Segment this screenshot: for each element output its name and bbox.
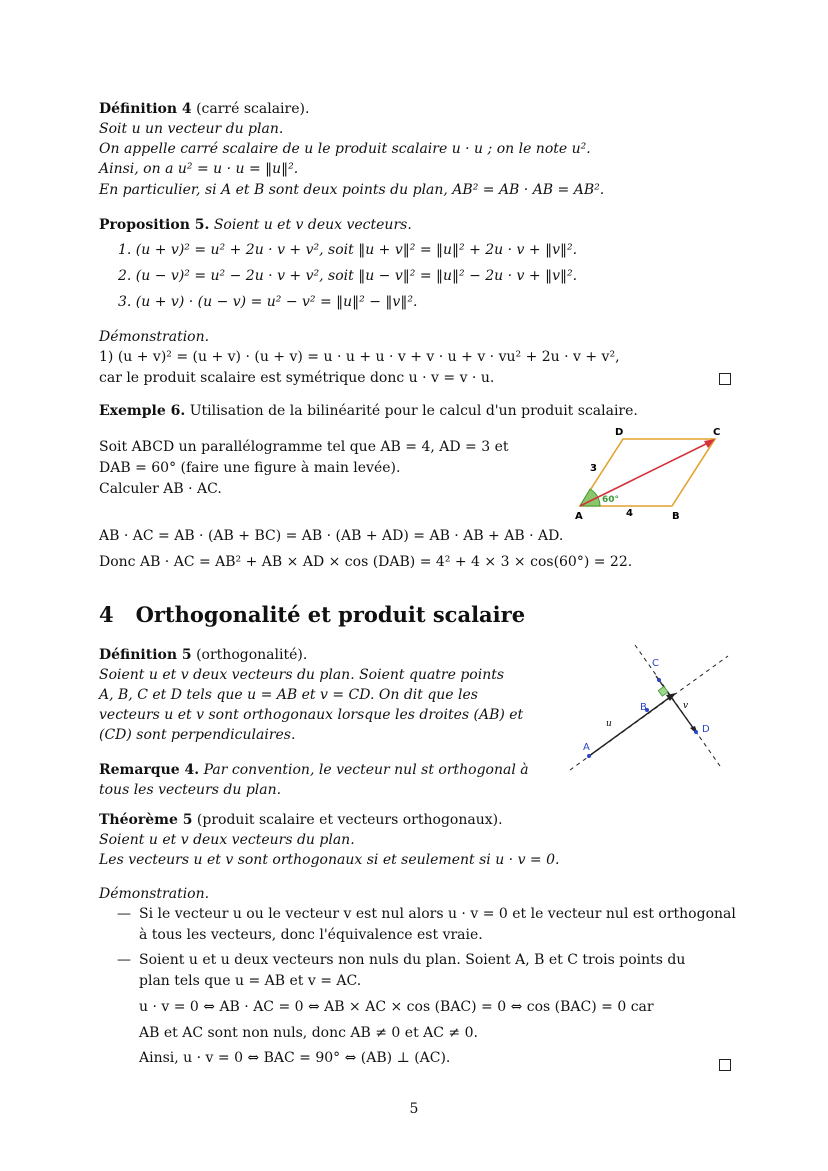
prop5-item-1: 1. (u + v)² = u² + 2u · v + v², soit ‖u + v‖² = ‖u‖² + 2u · v + ‖v‖². [118,242,578,258]
thm5-paren: (produit scalaire et vecteurs orthogonaux). [196,812,503,828]
ex6-eq2: Donc AB · AC = AB² + AB × AD × cos (DAB) = 4² + 4 × 3 × cos(60°) = 22. [99,554,633,570]
fig2-u-label: u [606,719,612,729]
fig2-c-label: C [652,658,659,669]
demo2-title: Démonstration. [99,886,210,902]
point-b-label: B [672,511,680,522]
orthogonality-figure [568,642,732,772]
section-number: 4 [99,602,114,627]
demo2-b2-line4: AB et AC sont non nuls, donc AB ≠ 0 et AC ≠ 0. [139,1025,478,1041]
def5-line2: A, B, C et D tels que u = AB et v = CD. On dit que les [99,687,478,703]
fig2-a-label: A [583,742,590,753]
ex6-line2: DAB = 60° (faire une figure à main levée). [99,460,401,476]
def5-line3: vecteurs u et v sont orthogonaux lorsque les droites (AB) et [99,707,524,723]
demo2-b2-line1: Soient u et u deux vecteurs non nuls du plan. Soient A, B et C trois points du [139,952,686,968]
point-c-dot [657,678,661,682]
fig2-d-label: D [702,724,710,735]
demo2-b1-line2: à tous les vecteurs, donc l'équivalence est vraie. [139,927,483,943]
ex6-heading [99,403,638,419]
def4-line4: En particulier, si A et B sont deux points du plan, AB² = AB · AB = AB². [99,182,605,198]
def5-paren: (orthogonalité). [196,647,308,663]
thm5-title: Théorème 5 [99,812,193,828]
ex6-line3: Calculer AB · AC. [99,481,222,497]
prop5-item-3: 3. (u + v) · (u − v) = u² − v² = ‖u‖² − ‖v‖². [118,294,418,310]
page-number: 5 [409,1101,419,1117]
prop5-title: Proposition 5. [99,217,210,233]
demo2-dash-2: — [117,952,131,968]
demo2-dash-1: — [117,906,131,922]
qed-box-1 [719,373,731,385]
ex6-title: Exemple 6. [99,403,186,419]
def4-line3: Ainsi, on a u² = u · u = ‖u‖². [99,161,299,177]
def5-title: Définition 5 [99,647,192,663]
ex6-line1: Soit ABCD un parallélogramme tel que AB = 4, AD = 3 et [99,439,509,455]
demo2-b2-line3: u · v = 0 ⇔ AB · AC = 0 ⇔ AB × AC × cos (BAC) = 0 ⇔ cos (BAC) = 0 car [139,999,654,1015]
def5-line1: Soient u et v deux vecteurs du plan. Soient quatre points [99,667,505,683]
demo1-title: Démonstration. [99,329,210,345]
demo2-b2-line2: plan tels que u = AB et v = AC. [139,973,362,989]
rem4-line2: tous les vecteurs du plan. [99,782,282,798]
vector-u [589,695,673,756]
rem4-line1: Par convention, le vecteur nul st orthogonal à [203,762,529,778]
qed-box-2 [719,1059,731,1071]
demo1-line2: car le produit scalaire est symétrique donc u · v = v · u. [99,370,495,386]
prop5-item-2: 2. (u − v)² = u² − 2u · v + v², soit ‖u − v‖² = ‖u‖² − 2u · v + ‖v‖². [118,268,578,284]
def5-heading [99,647,307,663]
thm5-line1: Soient u et v deux vecteurs du plan. [99,832,355,848]
prop5-intro: Soient u et v deux vecteurs. [213,217,412,233]
point-a-dot [587,754,591,758]
angle-label: 60° [602,495,620,505]
def5-line4: (CD) sont perpendiculaires. [99,727,296,743]
rem4-heading [99,762,529,778]
demo2-b2-line5: Ainsi, u · v = 0 ⇔ BAC = 90° ⇔ (AB) ⊥ (AC). [139,1050,451,1066]
section-title: Orthogonalité et produit scalaire [135,602,526,627]
thm5-line2: Les vecteurs u et v sont orthogonaux si et seulement si u · v = 0. [99,852,560,868]
thm5-heading [99,812,503,828]
point-d-label: D [615,427,624,438]
demo2-b1-line1: Si le vecteur u ou le vecteur v est nul alors u · v = 0 et le vecteur nul est orthogonal [139,906,736,922]
demo1-line1: 1) (u + v)² = (u + v) · (u + v) = u · u + u · v + v · u + v · vu² + 2u · v + v², [99,349,620,365]
section-heading [99,602,525,627]
prop5-heading [99,217,412,233]
def4-line1: Soit u un vecteur du plan. [99,121,284,137]
def4-line2: On appelle carré scalaire de u le produit scalaire u · u ; on le note u². [99,141,591,157]
parallelogram-figure [570,424,732,522]
right-angle-mark [658,686,668,696]
rem4-title: Remarque 4. [99,762,200,778]
ex6-eq1: AB · AC = AB · (AB + BC) = AB · (AB + AD) = AB · AB + AB · AD. [99,528,564,544]
point-d-dot [694,730,698,734]
def4-paren: (carré scalaire). [196,101,310,117]
point-a-label: A [575,511,583,522]
ex6-desc: Utilisation de la bilinéarité pour le calcul d'un produit scalaire. [189,403,638,419]
point-c-label: C [713,427,721,438]
fig2-b-label: B [640,702,647,713]
def4-title: Définition 4 [99,101,192,117]
side-ad-label: 3 [590,463,597,474]
def4-heading [99,101,309,117]
fig2-v-label: v [683,701,689,711]
side-ab-label: 4 [626,508,633,519]
